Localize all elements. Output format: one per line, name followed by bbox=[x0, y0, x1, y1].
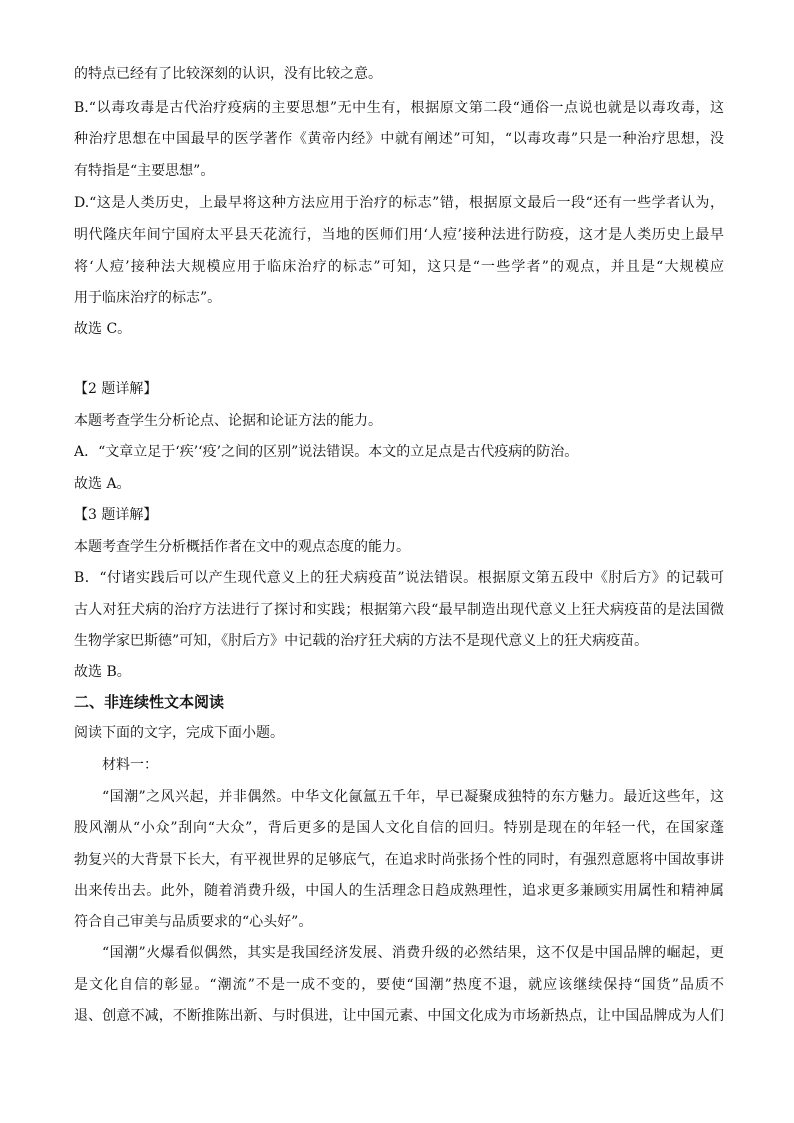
material-p1-line-5: 符合自己审美与品质要求的“心头好”。 bbox=[74, 914, 313, 930]
q3-line-3: 古人对狂犬病的治疗方法进行了探讨和实践；根据第六段“最早制造出现代意义上狂犬病疫苗的是法国微 bbox=[74, 602, 724, 618]
material-p1-line-2: 股风潮从“小众”刮向“大众”，背后更多的是国人文化自信的回归。特别是现在的年轻一代，在国家蓬 bbox=[74, 820, 724, 836]
q2-header: 【2 题详解】 bbox=[74, 381, 158, 397]
q1-option-b-line-3: 有特指是“主要思想”。 bbox=[74, 163, 215, 179]
q1-option-d-line-3: 将‘人痘’接种法大规模应用于临床治疗的标志”可知，这只是“一些学者”的观点，并且是“大规模应 bbox=[74, 259, 724, 275]
material-label: 材料一： bbox=[102, 757, 158, 773]
q3-line-4: 生物学家巴斯德”可知，《肘后方》中记载的治疗狂犬病的方法不是现代意义上的狂犬病疫苗。 bbox=[74, 633, 649, 649]
q1-option-d-line-1: D.“这是人类历史，上最早将这种方法应用于治疗的标志”错，根据原文最后一段“还有一些学者认为， bbox=[74, 195, 724, 211]
q1-answer: 故选 C。 bbox=[74, 321, 132, 337]
q2-answer: 故选 A。 bbox=[74, 476, 131, 492]
material-p1-line-4: 出来传出去。此外，随着消费升级，中国人的生活理念日趋成熟理性，追求更多兼顾实用属性和精神属 bbox=[74, 883, 724, 899]
section-2-title: 二、非连续性文本阅读 bbox=[74, 693, 225, 711]
q3-line-2: B．“付诸实践后可以产生现代意义上的狂犬病疫苗”说法错误。根据原文第五段中《肘后方》的记载可 bbox=[74, 570, 724, 586]
q3-answer: 故选 B。 bbox=[74, 664, 131, 680]
material-p1-line-1: “国潮”之风兴起，并非偶然。中华文化氤氲五千年，早已凝聚成独特的东方魅力。最近这些年，这 bbox=[102, 789, 724, 805]
material-p1-line-3: 勃复兴的大背景下长大，有平视世界的足够底气，在追求时尚张扬个性的同时，有强烈意愿将中国故事讲 bbox=[74, 852, 724, 868]
q1-line-1: 的特点已经有了比较深刻的认识，没有比较之意。 bbox=[74, 66, 382, 82]
q3-line-1: 本题考查学生分析概括作者在文中的观点态度的能力。 bbox=[74, 539, 410, 555]
q1-option-d-line-2: 明代隆庆年间宁国府太平县天花流行，当地的医师们用‘人痘’接种法进行防疫，这才是人类历史上最早 bbox=[74, 227, 724, 243]
q3-header: 【3 题详解】 bbox=[74, 507, 158, 523]
section-2-instruction: 阅读下面的文字，完成下面小题。 bbox=[74, 725, 284, 741]
material-p2-line-2: 是文化自信的彰显。“潮流”不是一成不变的，要使“国潮”热度不退，就应该继续保持“国货”品质不 bbox=[74, 977, 724, 993]
material-p2-line-3: 退、创意不减，不断推陈出新、与时俱进，让中国元素、中国文化成为市场新热点，让中国品牌成为人们 bbox=[74, 1008, 724, 1024]
q2-line-2: A．“文章立足于‘疾’‘疫’之间的区别”说法错误。本文的立足点是古代疫病的防治。 bbox=[74, 444, 579, 460]
material-p2-line-1: “国潮”火爆看似偶然，其实是我国经济发展、消费升级的必然结果，这不仅是中国品牌的崛起，更 bbox=[102, 945, 724, 961]
q1-option-b-line-1: B.“以毒攻毒是古代治疗疫病的主要思想”无中生有，根据原文第二段“通俗一点说也就是以毒攻毒，这 bbox=[74, 100, 724, 116]
q1-option-d-line-4: 用于临床治疗的标志”。 bbox=[74, 290, 222, 306]
q2-line-1: 本题考查学生分析论点、论据和论证方法的能力。 bbox=[74, 413, 382, 429]
q1-option-b-line-2: 种治疗思想在中国最早的医学著作《黄帝内经》中就有阐述”可知，“以毒攻毒”只是一种治疗思想，没 bbox=[74, 131, 724, 147]
